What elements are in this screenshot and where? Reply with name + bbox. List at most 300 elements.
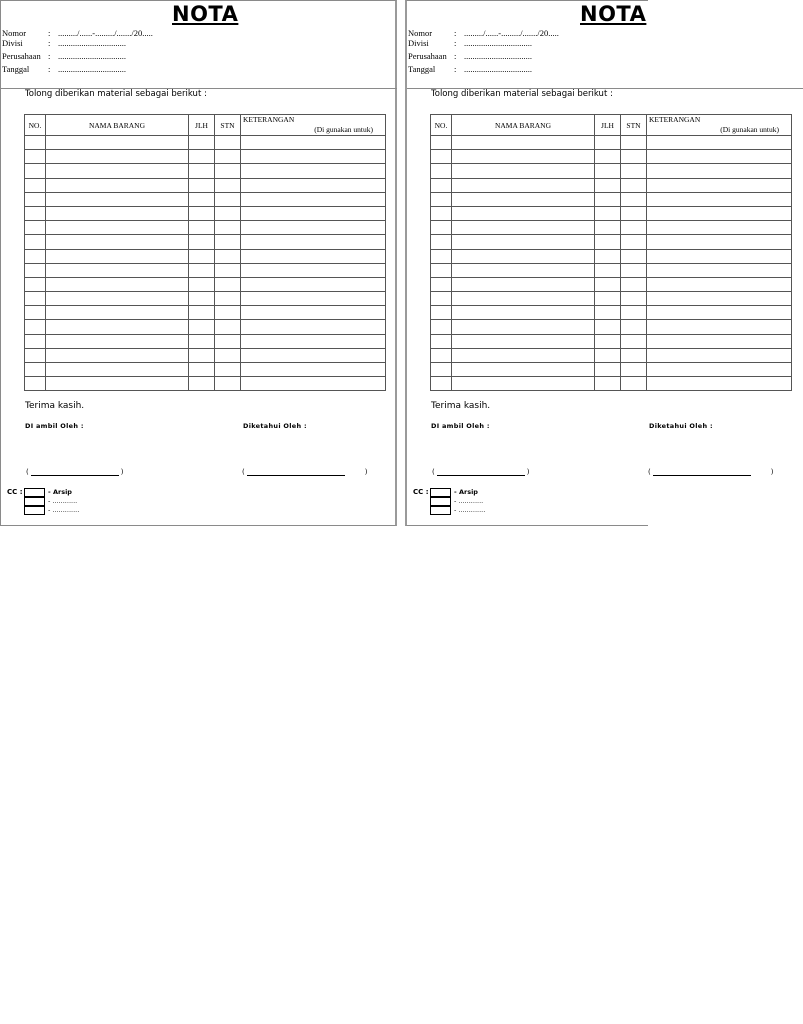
table-row bbox=[25, 377, 386, 391]
header-name: NAMA BARANG bbox=[46, 115, 189, 136]
table-cell[interactable] bbox=[189, 306, 215, 320]
field-label: Divisi bbox=[2, 38, 23, 48]
field-colon: : bbox=[48, 51, 51, 61]
table-cell[interactable] bbox=[647, 249, 792, 263]
taken-by-signature bbox=[26, 468, 123, 476]
field-colon: : bbox=[48, 64, 51, 74]
cc-label: CC : bbox=[413, 488, 429, 496]
table-cell[interactable] bbox=[452, 320, 595, 334]
table-cell[interactable] bbox=[215, 306, 241, 320]
table-cell[interactable] bbox=[189, 320, 215, 334]
cc-item-arsip: - Arsip bbox=[454, 488, 478, 496]
table-row bbox=[431, 221, 792, 235]
field-label: Tanggal bbox=[408, 64, 436, 74]
table-cell[interactable] bbox=[46, 363, 189, 377]
table-cell[interactable] bbox=[431, 150, 452, 164]
table-cell[interactable] bbox=[46, 348, 189, 362]
table-cell[interactable] bbox=[241, 363, 386, 377]
table-cell[interactable] bbox=[452, 348, 595, 362]
table-row bbox=[431, 334, 792, 348]
table-cell[interactable] bbox=[25, 136, 46, 150]
table-row bbox=[25, 150, 386, 164]
header-note-title: KETERANGAN bbox=[649, 115, 701, 124]
table-cell[interactable] bbox=[215, 348, 241, 362]
table-row bbox=[25, 221, 386, 235]
table-cell[interactable] bbox=[241, 292, 386, 306]
field-value: ................................ bbox=[58, 38, 126, 48]
signature-line bbox=[653, 468, 751, 476]
cc-label: CC : bbox=[7, 488, 23, 496]
table-row bbox=[25, 249, 386, 263]
header-note bbox=[241, 115, 386, 136]
table-cell[interactable] bbox=[215, 363, 241, 377]
table-cell[interactable] bbox=[595, 164, 621, 178]
table-cell[interactable] bbox=[241, 249, 386, 263]
request-text: Tolong diberikan material sebagai berikut : bbox=[25, 89, 207, 99]
signature-line bbox=[437, 468, 525, 476]
table-cell[interactable] bbox=[215, 206, 241, 220]
header-note-sub: (Di gunakan untuk) bbox=[314, 125, 373, 134]
header-name: NAMA BARANG bbox=[452, 115, 595, 136]
table-cell[interactable] bbox=[189, 178, 215, 192]
header-note bbox=[647, 115, 792, 136]
field-value: ................................ bbox=[58, 51, 126, 61]
table-cell[interactable] bbox=[452, 192, 595, 206]
table-cell[interactable] bbox=[241, 334, 386, 348]
table-cell[interactable] bbox=[595, 348, 621, 362]
table-cell[interactable] bbox=[431, 164, 452, 178]
table-cell[interactable] bbox=[241, 320, 386, 334]
table-row bbox=[25, 277, 386, 291]
table-cell[interactable] bbox=[431, 192, 452, 206]
table-cell[interactable] bbox=[431, 306, 452, 320]
table-cell[interactable] bbox=[189, 150, 215, 164]
table-body bbox=[25, 136, 386, 391]
close-paren: ) bbox=[770, 468, 774, 476]
table-row bbox=[431, 192, 792, 206]
table-body bbox=[431, 136, 792, 391]
table-cell[interactable] bbox=[46, 320, 189, 334]
table-row bbox=[25, 164, 386, 178]
table-cell[interactable] bbox=[621, 348, 647, 362]
table-cell[interactable] bbox=[595, 178, 621, 192]
header-no: NO. bbox=[25, 115, 46, 136]
table-cell[interactable] bbox=[215, 263, 241, 277]
field-value: ................................ bbox=[58, 64, 126, 74]
cc-checkbox[interactable] bbox=[430, 506, 451, 515]
table-cell[interactable] bbox=[452, 377, 595, 391]
table-cell[interactable] bbox=[647, 320, 792, 334]
table-cell[interactable] bbox=[431, 320, 452, 334]
field-label: Nomor bbox=[408, 28, 433, 38]
table-header-row bbox=[431, 115, 792, 136]
field-label: Divisi bbox=[408, 38, 429, 48]
table-cell[interactable] bbox=[189, 249, 215, 263]
header-note-title: KETERANGAN bbox=[243, 115, 295, 124]
field-label: Nomor bbox=[2, 28, 27, 38]
table-cell[interactable] bbox=[241, 277, 386, 291]
table-cell[interactable] bbox=[241, 263, 386, 277]
table-cell[interactable] bbox=[595, 292, 621, 306]
table-cell[interactable] bbox=[25, 377, 46, 391]
table-cell[interactable] bbox=[647, 306, 792, 320]
table-cell[interactable] bbox=[46, 164, 189, 178]
table-cell[interactable] bbox=[189, 334, 215, 348]
table-cell[interactable] bbox=[241, 206, 386, 220]
table-cell[interactable] bbox=[25, 164, 46, 178]
table-cell[interactable] bbox=[215, 334, 241, 348]
field-colon: : bbox=[48, 28, 51, 38]
table-row bbox=[431, 377, 792, 391]
table-cell[interactable] bbox=[621, 150, 647, 164]
field-perusahaan bbox=[408, 51, 532, 61]
table-cell[interactable] bbox=[647, 136, 792, 150]
table-cell[interactable] bbox=[189, 292, 215, 306]
table-cell[interactable] bbox=[647, 150, 792, 164]
table-cell[interactable] bbox=[25, 249, 46, 263]
field-value: ........./......-........./......./20..... bbox=[464, 28, 559, 38]
thanks-text: Terima kasih. bbox=[25, 401, 85, 411]
table-cell[interactable] bbox=[431, 348, 452, 362]
table-row bbox=[431, 235, 792, 249]
table-cell[interactable] bbox=[621, 292, 647, 306]
open-paren: ( bbox=[432, 468, 435, 476]
table-cell[interactable] bbox=[46, 292, 189, 306]
field-tanggal bbox=[2, 64, 126, 74]
table-cell[interactable] bbox=[241, 377, 386, 391]
table-cell[interactable] bbox=[215, 136, 241, 150]
table-cell[interactable] bbox=[647, 221, 792, 235]
close-paren: ) bbox=[364, 468, 368, 476]
table-cell[interactable] bbox=[215, 277, 241, 291]
table-cell[interactable] bbox=[25, 277, 46, 291]
table-cell[interactable] bbox=[46, 235, 189, 249]
table-cell[interactable] bbox=[25, 221, 46, 235]
table-cell[interactable] bbox=[46, 306, 189, 320]
table-cell[interactable] bbox=[647, 377, 792, 391]
table-cell[interactable] bbox=[431, 277, 452, 291]
table-cell[interactable] bbox=[46, 192, 189, 206]
field-label: Perusahaan bbox=[408, 51, 447, 61]
table-cell[interactable] bbox=[25, 348, 46, 362]
table-cell[interactable] bbox=[46, 136, 189, 150]
field-value: ................................ bbox=[464, 51, 532, 61]
table-row bbox=[25, 306, 386, 320]
table-row bbox=[431, 363, 792, 377]
field-value: ................................ bbox=[464, 38, 532, 48]
table-cell[interactable] bbox=[621, 206, 647, 220]
table-cell[interactable] bbox=[215, 178, 241, 192]
table-row bbox=[431, 164, 792, 178]
table-cell[interactable] bbox=[25, 192, 46, 206]
nota-form-content bbox=[1, 1, 397, 527]
cc-checkbox[interactable] bbox=[24, 506, 45, 515]
taken-by-signature bbox=[432, 468, 529, 476]
table-cell[interactable] bbox=[46, 377, 189, 391]
field-colon: : bbox=[454, 28, 457, 38]
table-cell[interactable] bbox=[595, 306, 621, 320]
table-row bbox=[25, 178, 386, 192]
table-cell[interactable] bbox=[241, 221, 386, 235]
table-cell[interactable] bbox=[595, 377, 621, 391]
table-cell[interactable] bbox=[621, 235, 647, 249]
table-cell[interactable] bbox=[46, 263, 189, 277]
table-cell[interactable] bbox=[452, 292, 595, 306]
cc-item: - ............. bbox=[454, 506, 486, 514]
field-nomor bbox=[2, 28, 153, 38]
table-cell[interactable] bbox=[452, 263, 595, 277]
table-row bbox=[431, 348, 792, 362]
table-cell[interactable] bbox=[431, 292, 452, 306]
table-cell[interactable] bbox=[621, 178, 647, 192]
table-cell[interactable] bbox=[452, 249, 595, 263]
signature-line bbox=[247, 468, 345, 476]
nota-form-right bbox=[405, 0, 779, 526]
table-cell[interactable] bbox=[241, 348, 386, 362]
table-row bbox=[25, 192, 386, 206]
field-label: Tanggal bbox=[2, 64, 30, 74]
table-cell[interactable] bbox=[595, 263, 621, 277]
table-cell[interactable] bbox=[595, 192, 621, 206]
table-cell[interactable] bbox=[595, 221, 621, 235]
table-cell[interactable] bbox=[431, 206, 452, 220]
field-colon: : bbox=[48, 38, 51, 48]
table-cell[interactable] bbox=[189, 377, 215, 391]
table-row bbox=[431, 306, 792, 320]
table-cell[interactable] bbox=[241, 150, 386, 164]
table-cell[interactable] bbox=[621, 221, 647, 235]
table-cell[interactable] bbox=[215, 377, 241, 391]
table-cell[interactable] bbox=[452, 235, 595, 249]
table-cell[interactable] bbox=[621, 192, 647, 206]
table-cell[interactable] bbox=[621, 263, 647, 277]
table-cell[interactable] bbox=[25, 334, 46, 348]
table-cell[interactable] bbox=[215, 164, 241, 178]
table-cell[interactable] bbox=[189, 363, 215, 377]
known-by-label: Diketahui Oleh : bbox=[243, 422, 307, 430]
request-text: Tolong diberikan material sebagai berikut : bbox=[431, 89, 613, 99]
table-cell[interactable] bbox=[452, 178, 595, 192]
table-cell[interactable] bbox=[46, 221, 189, 235]
table-cell[interactable] bbox=[595, 334, 621, 348]
table-cell[interactable] bbox=[595, 249, 621, 263]
signature-line bbox=[31, 468, 119, 476]
cc-checkbox[interactable] bbox=[430, 497, 451, 506]
open-paren: ( bbox=[242, 468, 245, 476]
table-cell[interactable] bbox=[595, 363, 621, 377]
table-cell[interactable] bbox=[647, 363, 792, 377]
table-cell[interactable] bbox=[621, 164, 647, 178]
table-cell[interactable] bbox=[595, 320, 621, 334]
table-cell[interactable] bbox=[452, 363, 595, 377]
table-header-row bbox=[25, 115, 386, 136]
table-cell[interactable] bbox=[189, 192, 215, 206]
table-cell[interactable] bbox=[452, 334, 595, 348]
field-colon: : bbox=[454, 64, 457, 74]
table-cell[interactable] bbox=[189, 136, 215, 150]
cc-checkbox[interactable] bbox=[430, 488, 451, 497]
table-cell[interactable] bbox=[25, 320, 46, 334]
table-row bbox=[25, 136, 386, 150]
known-by-signature bbox=[648, 468, 773, 476]
table-cell[interactable] bbox=[189, 206, 215, 220]
table-row bbox=[431, 136, 792, 150]
table-cell[interactable] bbox=[215, 249, 241, 263]
table-cell[interactable] bbox=[189, 235, 215, 249]
open-paren: ( bbox=[648, 468, 651, 476]
close-paren: ) bbox=[120, 468, 124, 476]
thanks-text: Terima kasih. bbox=[431, 401, 491, 411]
taken-by-label: DI ambil Oleh : bbox=[25, 422, 84, 430]
cc-item: - ............. bbox=[48, 506, 80, 514]
table-cell[interactable] bbox=[621, 363, 647, 377]
table-cell[interactable] bbox=[647, 178, 792, 192]
table-cell[interactable] bbox=[595, 150, 621, 164]
table-cell[interactable] bbox=[215, 221, 241, 235]
table-cell[interactable] bbox=[647, 164, 792, 178]
table-cell[interactable] bbox=[431, 221, 452, 235]
table-cell[interactable] bbox=[431, 263, 452, 277]
close-paren: ) bbox=[526, 468, 530, 476]
table-cell[interactable] bbox=[46, 206, 189, 220]
table-cell[interactable] bbox=[25, 363, 46, 377]
table-cell[interactable] bbox=[595, 277, 621, 291]
table-cell[interactable] bbox=[25, 206, 46, 220]
form-title: NOTA bbox=[580, 2, 647, 26]
field-label: Perusahaan bbox=[2, 51, 41, 61]
table-row bbox=[25, 235, 386, 249]
table-cell[interactable] bbox=[189, 348, 215, 362]
table-cell[interactable] bbox=[431, 377, 452, 391]
open-paren: ( bbox=[26, 468, 29, 476]
table-row bbox=[25, 348, 386, 362]
nota-form-content bbox=[407, 1, 803, 527]
table-cell[interactable] bbox=[25, 306, 46, 320]
table-cell[interactable] bbox=[46, 249, 189, 263]
table-cell[interactable] bbox=[647, 192, 792, 206]
table-row bbox=[431, 206, 792, 220]
table-row bbox=[25, 292, 386, 306]
table-cell[interactable] bbox=[431, 178, 452, 192]
table-cell[interactable] bbox=[647, 263, 792, 277]
field-tanggal bbox=[408, 64, 532, 74]
table-cell[interactable] bbox=[25, 178, 46, 192]
table-cell[interactable] bbox=[621, 320, 647, 334]
cc-checkbox[interactable] bbox=[24, 488, 45, 497]
header-qty: JLH bbox=[189, 115, 215, 136]
table-cell[interactable] bbox=[241, 192, 386, 206]
table-cell[interactable] bbox=[25, 235, 46, 249]
table-cell[interactable] bbox=[189, 263, 215, 277]
field-perusahaan bbox=[2, 51, 126, 61]
table-cell[interactable] bbox=[621, 136, 647, 150]
table-cell[interactable] bbox=[595, 235, 621, 249]
table-cell[interactable] bbox=[215, 192, 241, 206]
table-cell[interactable] bbox=[452, 164, 595, 178]
table-cell[interactable] bbox=[647, 348, 792, 362]
table-cell[interactable] bbox=[647, 235, 792, 249]
table-cell[interactable] bbox=[452, 221, 595, 235]
table-cell[interactable] bbox=[215, 292, 241, 306]
table-cell[interactable] bbox=[189, 221, 215, 235]
table-cell[interactable] bbox=[621, 306, 647, 320]
table-cell[interactable] bbox=[621, 277, 647, 291]
table-cell[interactable] bbox=[452, 306, 595, 320]
table-cell[interactable] bbox=[431, 334, 452, 348]
nota-form-left bbox=[0, 0, 397, 526]
table-cell[interactable] bbox=[431, 249, 452, 263]
table-cell[interactable] bbox=[431, 235, 452, 249]
form-title: NOTA bbox=[172, 2, 239, 26]
table-cell[interactable] bbox=[215, 235, 241, 249]
table-cell[interactable] bbox=[431, 363, 452, 377]
table-row bbox=[431, 150, 792, 164]
table-cell[interactable] bbox=[431, 136, 452, 150]
cc-item: - ............ bbox=[48, 497, 78, 505]
table-cell[interactable] bbox=[241, 178, 386, 192]
table-cell[interactable] bbox=[46, 178, 189, 192]
table-row bbox=[25, 263, 386, 277]
field-value: ................................ bbox=[464, 64, 532, 74]
header-no: NO. bbox=[431, 115, 452, 136]
table-cell[interactable] bbox=[647, 334, 792, 348]
table-cell[interactable] bbox=[452, 206, 595, 220]
table-cell[interactable] bbox=[189, 164, 215, 178]
cc-checkbox[interactable] bbox=[24, 497, 45, 506]
table-cell[interactable] bbox=[621, 249, 647, 263]
table-cell[interactable] bbox=[241, 306, 386, 320]
table-row bbox=[431, 277, 792, 291]
field-divisi bbox=[2, 38, 126, 48]
items-table bbox=[24, 114, 386, 391]
table-row bbox=[431, 320, 792, 334]
table-row bbox=[431, 292, 792, 306]
table-row bbox=[25, 334, 386, 348]
table-cell[interactable] bbox=[452, 150, 595, 164]
table-cell[interactable] bbox=[647, 292, 792, 306]
table-cell[interactable] bbox=[215, 320, 241, 334]
header-unit: STN bbox=[215, 115, 241, 136]
table-cell[interactable] bbox=[647, 206, 792, 220]
header-qty: JLH bbox=[595, 115, 621, 136]
table-cell[interactable] bbox=[25, 292, 46, 306]
known-by-label: Diketahui Oleh : bbox=[649, 422, 713, 430]
table-cell[interactable] bbox=[189, 277, 215, 291]
table-cell[interactable] bbox=[25, 150, 46, 164]
field-value: ........./......-........./......./20..... bbox=[58, 28, 153, 38]
header-note-sub: (Di gunakan untuk) bbox=[720, 125, 779, 134]
header-unit: STN bbox=[621, 115, 647, 136]
table-cell[interactable] bbox=[647, 277, 792, 291]
table-cell[interactable] bbox=[621, 334, 647, 348]
table-cell[interactable] bbox=[46, 150, 189, 164]
table-cell[interactable] bbox=[452, 136, 595, 150]
table-cell[interactable] bbox=[25, 263, 46, 277]
table-cell[interactable] bbox=[595, 136, 621, 150]
table-cell[interactable] bbox=[621, 377, 647, 391]
table-cell[interactable] bbox=[595, 206, 621, 220]
table-cell[interactable] bbox=[241, 164, 386, 178]
table-cell[interactable] bbox=[452, 277, 595, 291]
table-cell[interactable] bbox=[241, 136, 386, 150]
table-cell[interactable] bbox=[215, 150, 241, 164]
table-cell[interactable] bbox=[46, 277, 189, 291]
table-cell[interactable] bbox=[46, 334, 189, 348]
table-cell[interactable] bbox=[241, 235, 386, 249]
table-row bbox=[431, 178, 792, 192]
field-colon: : bbox=[454, 51, 457, 61]
field-nomor bbox=[408, 28, 559, 38]
